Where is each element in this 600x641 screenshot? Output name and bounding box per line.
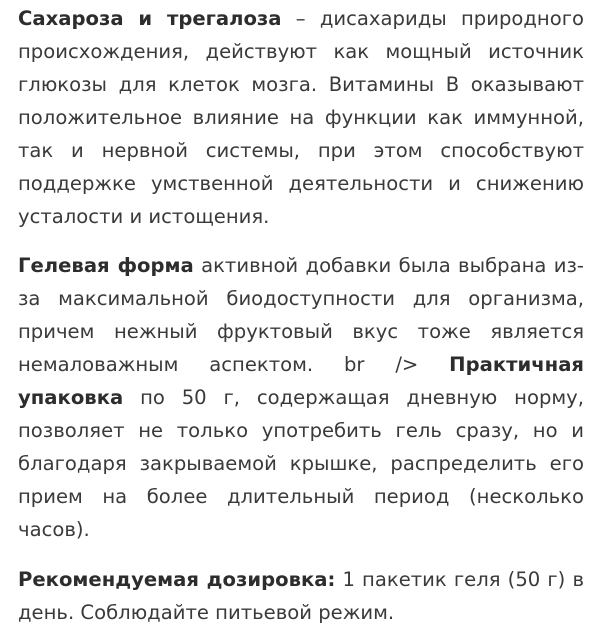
- paragraph-sugars-text: – дисахариды природного происхождения, действуют как мощный источник глюкозы для клеток мозга. Витамины В оказывают положительное влияние на функции как иммунной, так и нервной системы, при этом способствуют поддержке умственной деятельности и снижению усталости и истощения.: [18, 7, 585, 228]
- paragraph-gel-form-text: активной добавки была выбрана из-за максимальной биодоступности для организма, причем нежный фруктовый вкус тоже является немаловажным аспектом. br />: [18, 254, 584, 376]
- paragraph-sugars: [18, 2, 584, 233]
- paragraph-dosage-text: 1 пакетик геля (50 г) в день. Соблюдайте питьевой режим.: [18, 568, 584, 624]
- paragraph-packaging-text: по 50 г, содержащая дневную норму, позволяет не только употребить гель сразу, но и благодаря закрываемой крышке, распределить его прием на более длительный период (несколько часов).: [18, 386, 584, 541]
- paragraph-gel-form: [18, 249, 584, 546]
- paragraph-dosage: [18, 563, 584, 629]
- heading-sucrose-trehalose: Сахароза и трегалоза: [18, 7, 282, 30]
- heading-practical-packaging: Практичная упаковка: [18, 353, 584, 409]
- heading-gel-form: Гелевая форма: [18, 254, 194, 277]
- heading-recommended-dosage: Рекомендуемая дозировка:: [18, 568, 336, 591]
